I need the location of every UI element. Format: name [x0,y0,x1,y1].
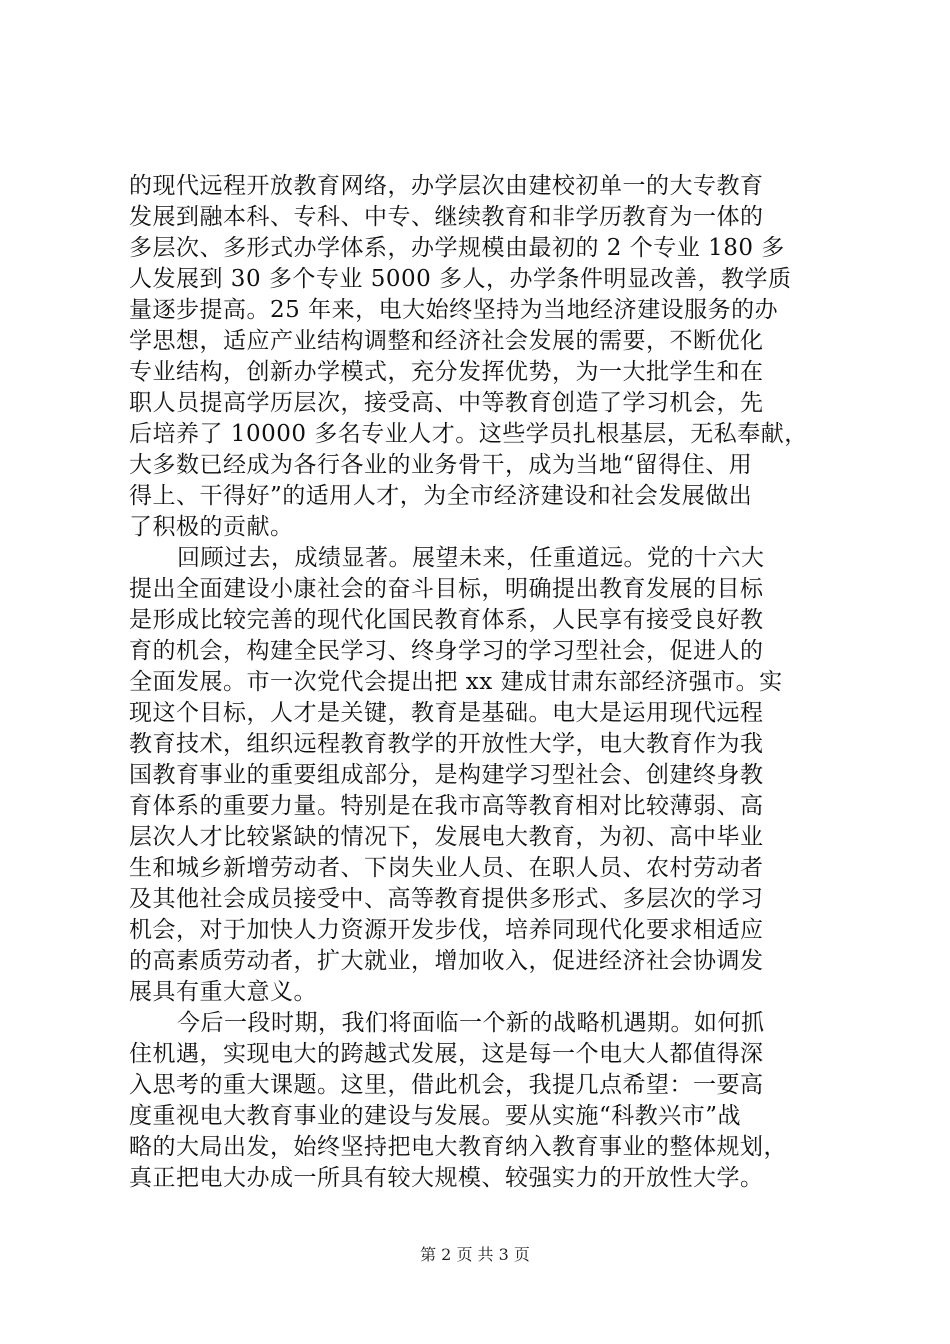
text-line: 机会，对于加快人力资源开发步伐，培养同现代化要求相适应 [129,917,764,943]
text-line: 多层次、多形式办学体系，办学规模由最初的 2 个专业 180 多 [129,235,785,261]
text-line: 发展到融本科、专科、中专、继续教育和非学历教育为一体的 [129,204,764,230]
text-line: 全面发展。市一次党代会提出把 xx 建成甘肃东部经济强市。实 [129,669,783,695]
text-line: 量逐步提高。25 年来，电大始终坚持为当地经济建设服务的办 [129,297,779,323]
text-line: 大多数已经成为各行各业的业务骨干，成为当地“留得住、用 [129,452,753,478]
text-line: 得上、干得好”的适用人才，为全市经济建设和社会发展做出 [129,483,753,509]
text-line: 现这个目标，人才是关键，教育是基础。电大是运用现代远程 [129,700,764,726]
text-line: 育体系的重要力量。特别是在我市高等教育相对比较薄弱、高 [129,793,764,819]
paragraph [129,171,825,543]
text-line: 的高素质劳动者，扩大就业，增加收入，促进经济社会协调发 [129,948,764,974]
text-line: 学思想，适应产业结构调整和经济社会发展的需要，不断优化 [129,328,764,354]
text-line: 职人员提高学历层次，接受高、中等教育创造了学习机会，先 [129,390,764,416]
text-line: 专业结构，创新办学模式，充分发挥优势，为一大批学生和在 [129,359,764,385]
body-text [129,171,825,1194]
paragraph [129,1008,825,1194]
text-line: 及其他社会成员接受中、高等教育提供多形式、多层次的学习 [129,886,764,912]
text-line: 育的机会，构建全民学习、终身学习的学习型社会，促进人的 [129,638,764,664]
text-line: 住机遇，实现电大的跨越式发展，这是每一个电大人都值得深 [129,1041,764,1067]
text-line: 真正把电大办成一所具有较大规模、较强实力的开放性大学。 [129,1165,764,1191]
text-line: 入思考的重大课题。这里，借此机会，我提几点希望：一要高 [129,1072,764,1098]
text-line: 了积极的贡献。 [129,514,294,540]
text-line: 是形成比较完善的现代化国民教育体系，人民享有接受良好教 [129,607,764,633]
text-line: 人发展到 30 多个专业 5000 多人，办学条件明显改善，教学质 [129,266,792,292]
text-line: 的现代远程开放教育网络，办学层次由建校初单一的大专教育 [129,173,764,199]
page-number-footer: 第 2 页 共 3 页 [420,1245,530,1264]
text-line: 回顾过去，成绩显著。展望未来，任重道远。党的十六大 [177,545,765,571]
text-line: 生和城乡新增劳动者、下岗失业人员、在职人员、农村劳动者 [129,855,764,881]
paragraph [129,543,825,1008]
text-line: 略的大局出发，始终坚持把电大教育纳入教育事业的整体规划， [129,1134,787,1160]
text-line: 国教育事业的重要组成部分，是构建学习型社会、创建终身教 [129,762,764,788]
text-line: 教育技术，组织远程教育教学的开放性大学，电大教育作为我 [129,731,764,757]
text-line: 今后一段时期，我们将面临一个新的战略机遇期。如何抓 [177,1010,765,1036]
text-line: 展具有重大意义。 [129,979,317,1005]
text-line: 度重视电大教育事业的建设与发展。要从实施“科教兴市”战 [129,1103,742,1129]
text-line: 层次人才比较紧缺的情况下，发展电大教育，为初、高中毕业 [129,824,764,850]
text-line: 提出全面建设小康社会的奋斗目标，明确提出教育发展的目标 [129,576,764,602]
text-line: 后培养了 10000 多名专业人才。这些学员扎根基层，无私奉献， [129,421,808,447]
